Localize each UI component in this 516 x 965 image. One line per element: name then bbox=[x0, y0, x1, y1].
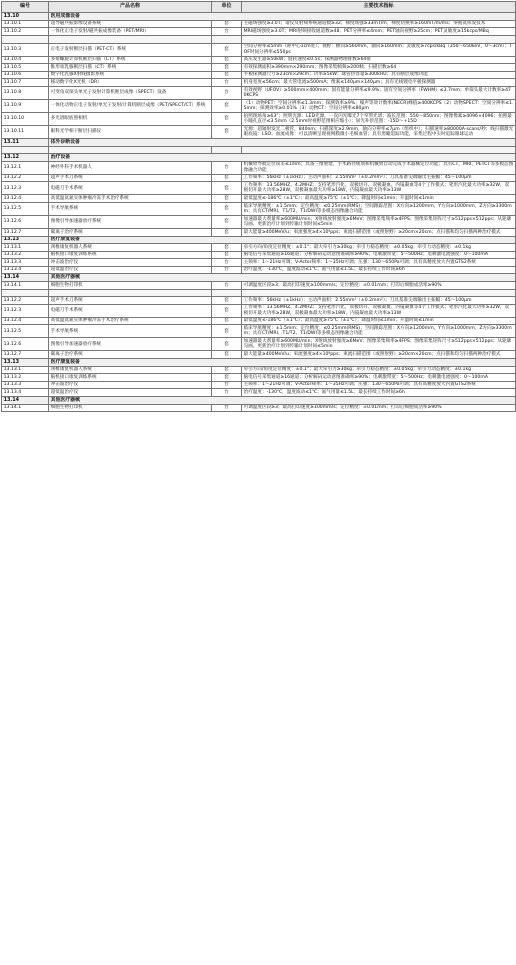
item-code: 13.12.3 bbox=[2, 304, 49, 317]
product-name: 电磁刀手术系统 bbox=[49, 304, 212, 317]
item-code: 13.13.1 bbox=[2, 366, 49, 374]
spec-cell: 最大能量≥400MeV/u；束流强度≥4×10⁸pps；束流扫描范围（或照射野）≥20cm×20cm；点扫描和均匀扫描两种治疗模式 bbox=[242, 228, 516, 236]
empty-cell bbox=[242, 289, 516, 297]
product-name: 超声手术刀系统 bbox=[49, 297, 212, 305]
section-row bbox=[2, 154, 516, 162]
table-row bbox=[2, 195, 516, 203]
item-code: 13.14.1 bbox=[2, 282, 49, 290]
unit-cell: 套 bbox=[212, 304, 242, 317]
product-name: 细胞生物打印机 bbox=[49, 404, 212, 412]
unit-cell: 套 bbox=[212, 297, 242, 305]
unit-cell: 套 bbox=[212, 325, 242, 338]
item-code: 13.12.6 bbox=[2, 338, 49, 351]
item-code: 13.12.6 bbox=[2, 215, 49, 228]
section-code: 13.11 bbox=[2, 138, 49, 146]
product-name: 多光谱眼底照相机 bbox=[49, 112, 212, 125]
table-header-row bbox=[2, 2, 516, 13]
product-name: 图像引导加速器放疗系统 bbox=[49, 338, 212, 351]
spec-cell: 工作频率：13.56MHZ、4.2MHZ；支持笔形汽化、双极切开、双极凝血、内镜凝血等4个工作模式；笔形汽化最大功率≥32W，双极切开最大功率≥28W，双极凝血最大功率≥18W，内镜凝血最大功率≥13W bbox=[242, 182, 516, 195]
table-row bbox=[2, 404, 516, 412]
table-row bbox=[2, 266, 516, 274]
product-name: 一体化动物正电子发射/单光子发射/计算机断层成像（PET/SPECT/CT）系统 bbox=[49, 99, 212, 112]
product-name: 多排螺旋计算机断层扫描（CT）系统 bbox=[49, 56, 212, 64]
table-row bbox=[2, 338, 516, 351]
unit-cell: 套 bbox=[212, 71, 242, 79]
table-row bbox=[2, 125, 516, 138]
spec-cell: 治疗温度：-130℃，温度波动≤1℃；氮气用量≤1.5L；最长持续工作时间≥6h bbox=[242, 389, 516, 397]
item-code: 13.13.4 bbox=[2, 266, 49, 274]
product-name: 眼科光学相干断层扫描仪 bbox=[49, 125, 212, 138]
table-row bbox=[2, 325, 516, 338]
table-row bbox=[2, 56, 516, 64]
unit-cell: 套 bbox=[212, 215, 242, 228]
table-row bbox=[2, 202, 516, 215]
item-code: 13.12.3 bbox=[2, 182, 49, 195]
unit-cell: 套 bbox=[212, 20, 242, 28]
unit-cell: 套 bbox=[212, 125, 242, 138]
item-code: 13.10.10 bbox=[2, 112, 49, 125]
item-code: 13.10.11 bbox=[2, 125, 49, 138]
spec-cell: 工作频率：56kHz（±1kHz）；主动声面积：2.55mm²（±0.2mm²）；刀具基准尖端输出主振幅：45～100μm bbox=[242, 297, 516, 305]
product-name: 超低温治疗仪 bbox=[49, 266, 212, 274]
item-code: 13.10.2 bbox=[2, 28, 49, 36]
unit-cell: 套 bbox=[212, 244, 242, 252]
section-code: 13.13 bbox=[2, 236, 49, 244]
unit-cell: 套 bbox=[212, 317, 242, 325]
unit-cell: 套 bbox=[212, 182, 242, 195]
header-code: 编号 bbox=[2, 2, 49, 13]
section-title: 医疗康复装备 bbox=[49, 359, 516, 367]
product-name: 细胞生物打印机 bbox=[49, 282, 212, 290]
product-name: 颈椎康复机器人系统 bbox=[49, 244, 212, 252]
section-title: 体外诊断设备 bbox=[49, 138, 516, 146]
empty-cell bbox=[2, 146, 49, 154]
header-specs: 主要技术指标 bbox=[242, 2, 516, 13]
spec-cell: 可调温度区段≥3；最高打印速度≥100mm/s；定位精度：±0.01mm；打印后细胞成活率≥90% bbox=[242, 404, 516, 412]
unit-cell: 套 bbox=[212, 374, 242, 382]
table-row bbox=[2, 161, 516, 174]
item-code: 13.10.1 bbox=[2, 20, 49, 28]
item-code: 13.13.2 bbox=[2, 251, 49, 259]
section-code: 13.13 bbox=[2, 359, 49, 367]
table-row bbox=[2, 43, 516, 56]
empty-cell bbox=[212, 289, 242, 297]
unit-cell: 台 bbox=[212, 79, 242, 87]
spec-cell: 牵引方向/角度定位精度：±0.1°；最大牵引力≥30kg；牵引力稳态精度：±0.05kg；牵引力动态精度：±0.1kg bbox=[242, 244, 516, 252]
item-code: 13.10.8 bbox=[2, 86, 49, 99]
spec-cell: 高压发生器≥50kW；旋转速度≤0.5s；探测器物理排数≥64排 bbox=[242, 56, 516, 64]
unit-cell: 台 bbox=[212, 259, 242, 267]
table-row bbox=[2, 351, 516, 359]
unit-cell: 台 bbox=[212, 404, 242, 412]
spec-cell: 机械臂导航定位误差≤1mm；具备三维重建，手术路径规划和机械臂自动完成手术器械定位功能；具有CT、MRI、PETCT等多模态图像融合功能 bbox=[242, 161, 516, 174]
unit-cell: 套 bbox=[212, 195, 242, 203]
spec-cell: MRI磁场强度≥3.0T；MRI射频接收通道数≥48；PET分辨率≤4mm；PET轴向视野≥25cm；PET灵敏度≥15kcps/MBq bbox=[242, 28, 516, 36]
table-row bbox=[2, 228, 516, 236]
empty-cell bbox=[212, 35, 242, 43]
table-row bbox=[2, 112, 516, 125]
spec-table bbox=[1, 1, 516, 412]
table-row bbox=[2, 366, 516, 374]
spec-cell: （1）动物PET：空间分辨率≤1.3mm；探测效率≥9%；噪声等效计数率(NECR)峰值≥400KCPS（2）动物SPECT：空间分辨率≤1.5mm；探测效率≥0.01%（3）动物CT：空间分辨率≤80μm bbox=[242, 99, 516, 112]
product-name: 碳离子治疗系统 bbox=[49, 228, 212, 236]
spec-cell: 平板探测器尺寸≥23cm×29cm；功率≥5kW；球管热容量≥300kHU；具有断层成像功能 bbox=[242, 71, 516, 79]
spec-cell: 主磁场强度≥3.0T；谱仪及射频系统通道数≥32；梯度场强≥33mT/m，梯度切换率≥160mT/m/ms；零液氦挥发技术 bbox=[242, 20, 516, 28]
product-name: 脑机接口康复训练系统 bbox=[49, 251, 212, 259]
empty-cell bbox=[49, 35, 212, 43]
item-code: 13.10.4 bbox=[2, 56, 49, 64]
item-code: 13.10.5 bbox=[2, 64, 49, 72]
spec-cell: 工作频率：13.56MHZ、4.2MHZ；支持笔形汽化、双极切开、双极凝血、内镜凝血等4个工作模式；笔形汽化最大功率≥32W，双极切开最大功率≥28W，双极凝血最大功率≥18W，内镜凝血最大功率≥13W bbox=[242, 304, 516, 317]
product-name: 超低温治疗仪 bbox=[49, 389, 212, 397]
section-row bbox=[2, 236, 516, 244]
spec-cell: 机身宽度≤56cm；最大管电流≥500mA；像素≤140μm×140μm；具有无线锂电平板探测器 bbox=[242, 79, 516, 87]
section-row bbox=[2, 274, 516, 282]
item-code: 13.12.4 bbox=[2, 195, 49, 203]
unit-cell: 套 bbox=[212, 228, 242, 236]
item-code: 13.12.2 bbox=[2, 297, 49, 305]
product-name: 正电子发射断层扫描（PET-CT）系统 bbox=[49, 43, 212, 56]
table-row bbox=[2, 20, 516, 28]
section-title: 医疗康复装备 bbox=[49, 236, 516, 244]
item-code: 13.12.7 bbox=[2, 351, 49, 359]
section-row bbox=[2, 138, 516, 146]
unit-cell: 套 bbox=[212, 351, 242, 359]
spec-table-page bbox=[1, 1, 515, 412]
unit-cell: 套 bbox=[212, 64, 242, 72]
empty-cell bbox=[242, 35, 516, 43]
unit-cell: 套 bbox=[212, 338, 242, 351]
table-body bbox=[2, 13, 516, 412]
empty-row bbox=[2, 289, 516, 297]
table-row bbox=[2, 28, 516, 36]
product-name: 数字化乳腺X射线摄影系统 bbox=[49, 71, 212, 79]
section-row bbox=[2, 397, 516, 405]
table-row bbox=[2, 99, 516, 112]
product-name: 脑机接口康复训练系统 bbox=[49, 374, 212, 382]
product-name: 电磁刀手术系统 bbox=[49, 182, 212, 195]
table-row bbox=[2, 317, 516, 325]
spec-cell: 可调温度区段≥3；最高打印速度≥100mm/s；定位精度：±0.01mm；打印后细胞成活率≥90% bbox=[242, 282, 516, 290]
spec-cell: 最大能量≥400MeV/u；束流强度≥4×10⁸pps；束流扫描范围（或照射野）≥20cm×20cm；点扫描和均匀扫描两种治疗模式 bbox=[242, 351, 516, 359]
item-code: 13.12.4 bbox=[2, 317, 49, 325]
unit-cell: 套 bbox=[212, 112, 242, 125]
spec-cell: 光源：超辐射发光二极管，840nm；扫描深度≥2.9mm，轴向分辨率≤7μm（组织中）；扫描速率≥80000A-scans/秒；线扫描激光眼底镜：LSO；血流成像：可以清晰呈现视网膜微小毛细血管；具有黑瞳追踪功能，采集过程中实时追踪眼球运动 bbox=[242, 125, 516, 138]
header-product-name: 产品名称 bbox=[49, 2, 212, 13]
item-code: 13.14.1 bbox=[2, 404, 49, 412]
unit-cell: 套 bbox=[212, 43, 242, 56]
unit-cell: 套 bbox=[212, 174, 242, 182]
unit-cell: 台 bbox=[212, 266, 242, 274]
item-code: 13.12.1 bbox=[2, 161, 49, 174]
section-code: 13.14 bbox=[2, 274, 49, 282]
spec-cell: 最低温度≤-186℃（±1℃）；最高温度≥75℃（±1℃）；降温时间≤1min；升温时间≤1min bbox=[242, 195, 516, 203]
spec-cell: 空间分辨率≤5mm（距中心1cm处）；视野：横向≥560mm，轴向≥160mm；灵敏度≥7cps/kBq（350～650keV，0～3cm）；TOF时间分辨率≤550ps bbox=[242, 43, 516, 56]
item-code: 13.13.4 bbox=[2, 389, 49, 397]
unit-cell: 套 bbox=[212, 202, 242, 215]
item-code: 13.10.7 bbox=[2, 79, 49, 87]
spec-cell: 脑电信号采集通道≥16通道；分析解码运动意图准确率≥90%；电刺激带宽：5～500Hz；电刺激电流强度：0～100mA bbox=[242, 374, 516, 382]
spec-cell: 有效视野（UFOV）≥500mm×400mm；固有能量分辨率≤9.9%；固有空间分辨率（FWHM）≤3.7mm；单探头最大计数率≥470KCPS bbox=[242, 86, 516, 99]
product-name: 手术导航系统 bbox=[49, 202, 212, 215]
table-row bbox=[2, 79, 516, 87]
item-code: 13.12.7 bbox=[2, 228, 49, 236]
table-row bbox=[2, 282, 516, 290]
spec-cell: 牵引方向/角度定位精度：±0.1°；最大牵引力≥30kg；牵引力稳态精度：±0.05kg；牵引力动态精度：±0.1kg bbox=[242, 366, 516, 374]
product-name: 高低温氦氮实体肿瘤冷冻手术治疗系统 bbox=[49, 195, 212, 203]
product-name: 高低温氦氮实体肿瘤冷冻手术治疗系统 bbox=[49, 317, 212, 325]
unit-cell: 台 bbox=[212, 389, 242, 397]
empty-cell bbox=[242, 146, 516, 154]
unit-cell: 套 bbox=[212, 99, 242, 112]
table-row bbox=[2, 174, 516, 182]
spec-cell: 加速器最大剂量率≥600MU/min；X射线放射强度≥6MeV；图像采集频率≥4FPS；图像采集矩阵尺寸≥512pps×512pps；从轮廓勾画、更新治疗计划到传输计划时间≤5min bbox=[242, 338, 516, 351]
table-row bbox=[2, 259, 516, 267]
spec-cell: 工作频率：56kHz（±1kHz）；主动声面积：2.55mm²（±0.2mm²）；刀具基准尖端输出主振幅：45～100μm bbox=[242, 174, 516, 182]
section-title: 医用成像设备 bbox=[49, 13, 516, 21]
item-code: 13.10.3 bbox=[2, 43, 49, 56]
header-unit: 单位 bbox=[212, 2, 242, 13]
item-code: 13.13.2 bbox=[2, 374, 49, 382]
product-name: 碳离子治疗系统 bbox=[49, 351, 212, 359]
table-row bbox=[2, 86, 516, 99]
product-name: 颈椎康复机器人系统 bbox=[49, 366, 212, 374]
unit-cell: 台 bbox=[212, 28, 242, 36]
section-row bbox=[2, 359, 516, 367]
item-code: 13.13.3 bbox=[2, 381, 49, 389]
product-name: 锥形束乳腺断层扫描（CT）系统 bbox=[49, 64, 212, 72]
spec-cell: 临床导航精度：±1.5mm；定位精度：≤0.25mm(RMS)；空间跟踪范围：X方向≥1200mm，Y方向≥1000mm，Z方向≥3300mm；具有CT/MRI、T1/T2、T1/DWI等多模态图像融合功能 bbox=[242, 325, 516, 338]
spec-cell: 主频率：1～21Hz可调；V-Actor频率：1～35Hz可调；压强：130～650Pa可调；具有高精度放大内置GTS2系统 bbox=[242, 259, 516, 267]
empty-cell bbox=[49, 146, 212, 154]
table-row bbox=[2, 374, 516, 382]
empty-cell bbox=[2, 35, 49, 43]
spec-cell: 最低温度≤-186℃（±1℃）；最高温度≥75℃（±1℃）；降温时间≤1min；升温时间≤1min bbox=[242, 317, 516, 325]
section-title: 治疗设备 bbox=[49, 154, 516, 162]
spec-cell: 脑电信号采集通道≥16通道；分析解码运动意图准确率≥90%；电刺激带宽：5～500Hz；电刺激电流强度：0～100mA bbox=[242, 251, 516, 259]
empty-row bbox=[2, 146, 516, 154]
unit-cell: 套 bbox=[212, 56, 242, 64]
section-code: 13.14 bbox=[2, 397, 49, 405]
section-title: 其他医疗器械 bbox=[49, 274, 516, 282]
empty-cell bbox=[49, 289, 212, 297]
product-name: 神经外科手术机器人 bbox=[49, 161, 212, 174]
table-row bbox=[2, 244, 516, 252]
product-name: 超导磁共振影像设备系统 bbox=[49, 20, 212, 28]
product-name: 可变角双探头单光子发射计算机断层成像（SPECT）设备 bbox=[49, 86, 212, 99]
spec-cell: 加速器最大剂量率≥600MU/min；X射线放射强度≥6MeV；图像采集频率≥4FPS；图像采集矩阵尺寸≥512pps×512pps；从轮廓勾画、更新治疗计划到传输计划时间≤5min bbox=[242, 215, 516, 228]
item-code: 13.12.5 bbox=[2, 202, 49, 215]
product-name: 冲击波治疗仪 bbox=[49, 381, 212, 389]
empty-cell bbox=[2, 289, 49, 297]
spec-cell: 有效探测面积≥390mm×290mm；图像采集帧频≥200帧；扫描层数≥64 bbox=[242, 64, 516, 72]
item-code: 13.13.3 bbox=[2, 259, 49, 267]
section-row bbox=[2, 13, 516, 21]
table-row bbox=[2, 215, 516, 228]
table-row bbox=[2, 389, 516, 397]
item-code: 13.13.1 bbox=[2, 244, 49, 252]
table-row bbox=[2, 297, 516, 305]
table-row bbox=[2, 381, 516, 389]
unit-cell: 套 bbox=[212, 366, 242, 374]
product-name: 一体化正电子发射/磁共振成像装备（PET/MRI） bbox=[49, 28, 212, 36]
item-code: 13.12.2 bbox=[2, 174, 49, 182]
section-code: 13.12 bbox=[2, 154, 49, 162]
empty-row bbox=[2, 35, 516, 43]
table-row bbox=[2, 251, 516, 259]
item-code: 13.10.6 bbox=[2, 71, 49, 79]
unit-cell: 台 bbox=[212, 282, 242, 290]
spec-cell: 主频率：1～21Hz可调；V-Actor频率：1～35Hz可调；压强：130～650Pa可调；具有高精度放大内置GTS2系统 bbox=[242, 381, 516, 389]
empty-cell bbox=[212, 146, 242, 154]
unit-cell: 套 bbox=[212, 251, 242, 259]
product-name: 图像引导加速器放疗系统 bbox=[49, 215, 212, 228]
unit-cell: 台 bbox=[212, 381, 242, 389]
spec-cell: 拍照现场角≥63°；照明光源：LED光源，一次闪光曝光7个窄带光谱；波长范围：550～850nm；图像像素≥4096×4096；拍照最小瞳孔直径≤3.5mm（2.5mm时视野范围相应缩小）；屈光补偿范围：-15D～+15D bbox=[242, 112, 516, 125]
item-code: 13.12.5 bbox=[2, 325, 49, 338]
section-title: 其他医疗器械 bbox=[49, 397, 516, 405]
product-name: 移动数字化X光机（DR） bbox=[49, 79, 212, 87]
spec-cell: 治疗温度：-130℃，温度波动≤1℃；氮气用量≤1.5L；最长持续工作时间≥6h bbox=[242, 266, 516, 274]
spec-cell: 临床导航精度：±1.5mm；定位精度：≤0.25mm(RMS)；空间跟踪范围：X方向≥1200mm，Y方向≥1000mm，Z方向≥3300mm；具有CT/MRI、T1/T2、T1/DWI等多模态图像融合功能 bbox=[242, 202, 516, 215]
table-row bbox=[2, 64, 516, 72]
product-name: 手术导航系统 bbox=[49, 325, 212, 338]
item-code: 13.10.9 bbox=[2, 99, 49, 112]
product-name: 超声手术刀系统 bbox=[49, 174, 212, 182]
table-row bbox=[2, 71, 516, 79]
unit-cell: 台 bbox=[212, 161, 242, 174]
table-row bbox=[2, 304, 516, 317]
table-row bbox=[2, 182, 516, 195]
unit-cell: 台 bbox=[212, 86, 242, 99]
product-name: 冲击波治疗仪 bbox=[49, 259, 212, 267]
section-code: 13.10 bbox=[2, 13, 49, 21]
